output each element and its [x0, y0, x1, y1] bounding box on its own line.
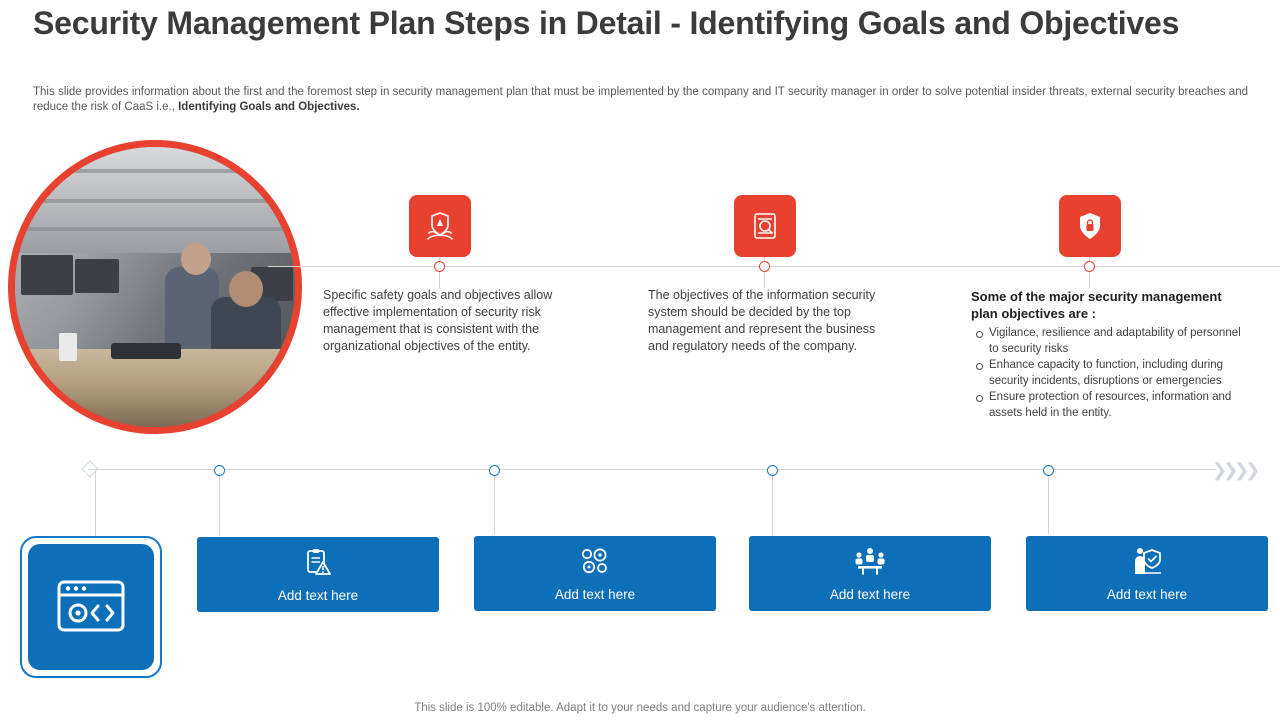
- bottom-card-2[interactable]: [474, 536, 716, 611]
- photo-ceiling-bar: [15, 227, 295, 231]
- photo-person-head: [229, 271, 263, 307]
- bottom-card-1-label: Add text here: [277, 588, 359, 603]
- column-1-body: Specific safety goals and objectives allow effective implementation of security risk management that is consistent with the organizational objectives of the entity.: [323, 288, 553, 353]
- office-team-photo: [8, 140, 302, 434]
- connector-stem: [772, 476, 773, 536]
- list-item: Ensure protection of resources, information and assets held in the entity.: [989, 390, 1249, 421]
- connector-stem: [1048, 476, 1049, 534]
- connector-stem: [439, 272, 440, 288]
- list-item: Enhance capacity to function, including during security incidents, disruptions or emergencies: [989, 358, 1249, 389]
- timeline-node-3: [1084, 261, 1095, 272]
- browser-code-icon: [28, 544, 154, 670]
- photo-monitor: [21, 255, 73, 295]
- column-3-content: [971, 288, 1249, 422]
- team-meeting-icon: [853, 546, 887, 581]
- column-3-bullet-list: [971, 326, 1249, 421]
- column-2-body: The objectives of the information security system should be decided by the top management and represent the business and regulatory needs of the company.: [648, 288, 876, 353]
- connector-stem: [764, 272, 765, 288]
- connector-stem: [1089, 272, 1090, 288]
- shield-lock-icon: [1059, 195, 1121, 257]
- page-description: [33, 85, 1248, 115]
- page-title: Security Management Plan Steps in Detail - Identifying Goals and Objectives: [33, 5, 1180, 41]
- connector-stem: [219, 476, 220, 536]
- bottom-card-4-label: Add text here: [1106, 587, 1188, 602]
- page-description-emphasis: Identifying Goals and Objectives.: [178, 101, 360, 113]
- bottom-timeline-node-1: [214, 465, 225, 476]
- hands-shield-icon: [409, 195, 471, 257]
- browser-code-icon-frame: [20, 536, 162, 678]
- document-search-icon: [734, 195, 796, 257]
- page-description-text: This slide provides information about the first and the foremost step in security management plan that must be implemented by the company and IT security manager in order to solve potential insider threats, external security breaches and reduce the risk of CaaS i.e.,: [33, 86, 1248, 113]
- bottom-timeline-node-2: [489, 465, 500, 476]
- list-item: Vigilance, resilience and adaptability of personnel to security risks: [989, 326, 1249, 357]
- gears-icon: [578, 546, 612, 581]
- timeline-node-1: [434, 261, 445, 272]
- clipboard-alert-icon: [303, 547, 333, 582]
- bottom-card-3-label: Add text here: [829, 587, 911, 602]
- photo-person-head: [181, 243, 211, 275]
- footer-note: This slide is 100% editable. Adapt it to your needs and capture your audience's attention.: [414, 702, 866, 714]
- connector-stem: [95, 470, 96, 546]
- top-timeline-line: [268, 266, 1280, 267]
- photo-ceiling-bar: [15, 169, 295, 173]
- bottom-card-2-label: Add text here: [554, 587, 636, 602]
- photo-keyboard: [111, 343, 181, 359]
- bottom-card-3[interactable]: [749, 536, 991, 611]
- timeline-arrows-icon: ❯❯❯❯: [1212, 460, 1257, 480]
- bottom-timeline-node-4: [1043, 465, 1054, 476]
- timeline-node-2: [759, 261, 770, 272]
- photo-monitor: [75, 259, 119, 293]
- person-shield-icon: [1130, 546, 1164, 581]
- connector-stem: [494, 476, 495, 534]
- photo-desk: [15, 349, 295, 427]
- bottom-card-4[interactable]: [1026, 536, 1268, 611]
- photo-image: [15, 147, 295, 427]
- photo-cup: [59, 333, 77, 361]
- bottom-card-1[interactable]: [197, 537, 439, 612]
- photo-ceiling-bar: [15, 199, 295, 203]
- bottom-timeline-node-3: [767, 465, 778, 476]
- column-3-heading: Some of the major security management plan objectives are :: [971, 289, 1222, 321]
